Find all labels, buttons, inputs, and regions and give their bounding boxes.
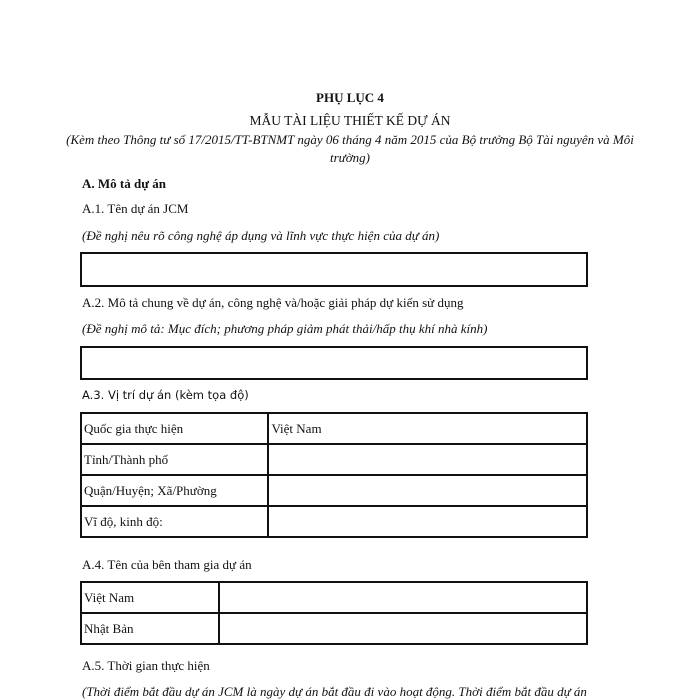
a3-row-label: Vĩ độ, kinh độ:	[81, 506, 268, 537]
a4-row-value[interactable]	[219, 582, 587, 613]
a3-row-value[interactable]	[268, 444, 587, 475]
a3-row-value[interactable]	[268, 475, 587, 506]
a4-row-label: Việt Nam	[81, 582, 219, 613]
a4-row-label: Nhật Bản	[81, 613, 219, 644]
a4-label: A.4. Tên của bên tham gia dự án	[82, 557, 252, 572]
a3-row-value[interactable]: Việt Nam	[268, 413, 587, 444]
a3-row-label: Quốc gia thực hiện	[81, 413, 268, 444]
a2-hint: (Đề nghị mô tả: Mục đích; phương pháp giảm phát thải/hấp thụ khí nhà kính)	[82, 321, 488, 336]
appendix-title: PHỤ LỤC 4	[316, 90, 384, 105]
a4-participants-table	[80, 581, 588, 645]
a4-row-value[interactable]	[219, 613, 587, 644]
a3-label: A.3. Vị trí dự án (kèm tọa độ)	[82, 388, 249, 402]
section-a-heading: A. Mô tả dự án	[82, 176, 166, 191]
a2-label: A.2. Mô tả chung về dự án, công nghệ và/hoặc giải pháp dự kiến sử dụng	[82, 295, 464, 310]
document-subtitle: MẪU TÀI LIỆU THIẾT KẾ DỰ ÁN	[249, 113, 451, 128]
a1-hint: (Đề nghị nêu rõ công nghệ áp dụng và lĩnh vực thực hiện của dự án)	[82, 228, 440, 243]
legal-reference-note: (Kèm theo Thông tư số 17/2015/TT-BTNMT ngày 06 tháng 4 năm 2015 của Bộ trưởng Bộ Tài nguyên và Môi trường)	[66, 132, 634, 165]
a3-row-label: Quận/Huyện; Xã/Phường	[81, 475, 268, 506]
a1-label: A.1. Tên dự án JCM	[82, 201, 189, 216]
a2-description-field[interactable]	[80, 346, 588, 380]
table-row	[81, 413, 587, 444]
a1-project-name-field[interactable]	[80, 252, 588, 287]
table-row	[81, 506, 587, 537]
a3-location-table	[80, 412, 588, 538]
table-row	[81, 475, 587, 506]
a3-row-value[interactable]	[268, 506, 587, 537]
table-row	[81, 613, 587, 644]
a3-row-label: Tỉnh/Thành phố	[81, 444, 268, 475]
a5-hint: (Thời điểm bắt đầu dự án JCM là ngày dự án bắt đầu đi vào hoạt động. Thời điểm bắt đầu dự án	[82, 684, 587, 699]
table-row	[81, 582, 587, 613]
a5-label: A.5. Thời gian thực hiện	[82, 658, 210, 673]
table-row	[81, 444, 587, 475]
